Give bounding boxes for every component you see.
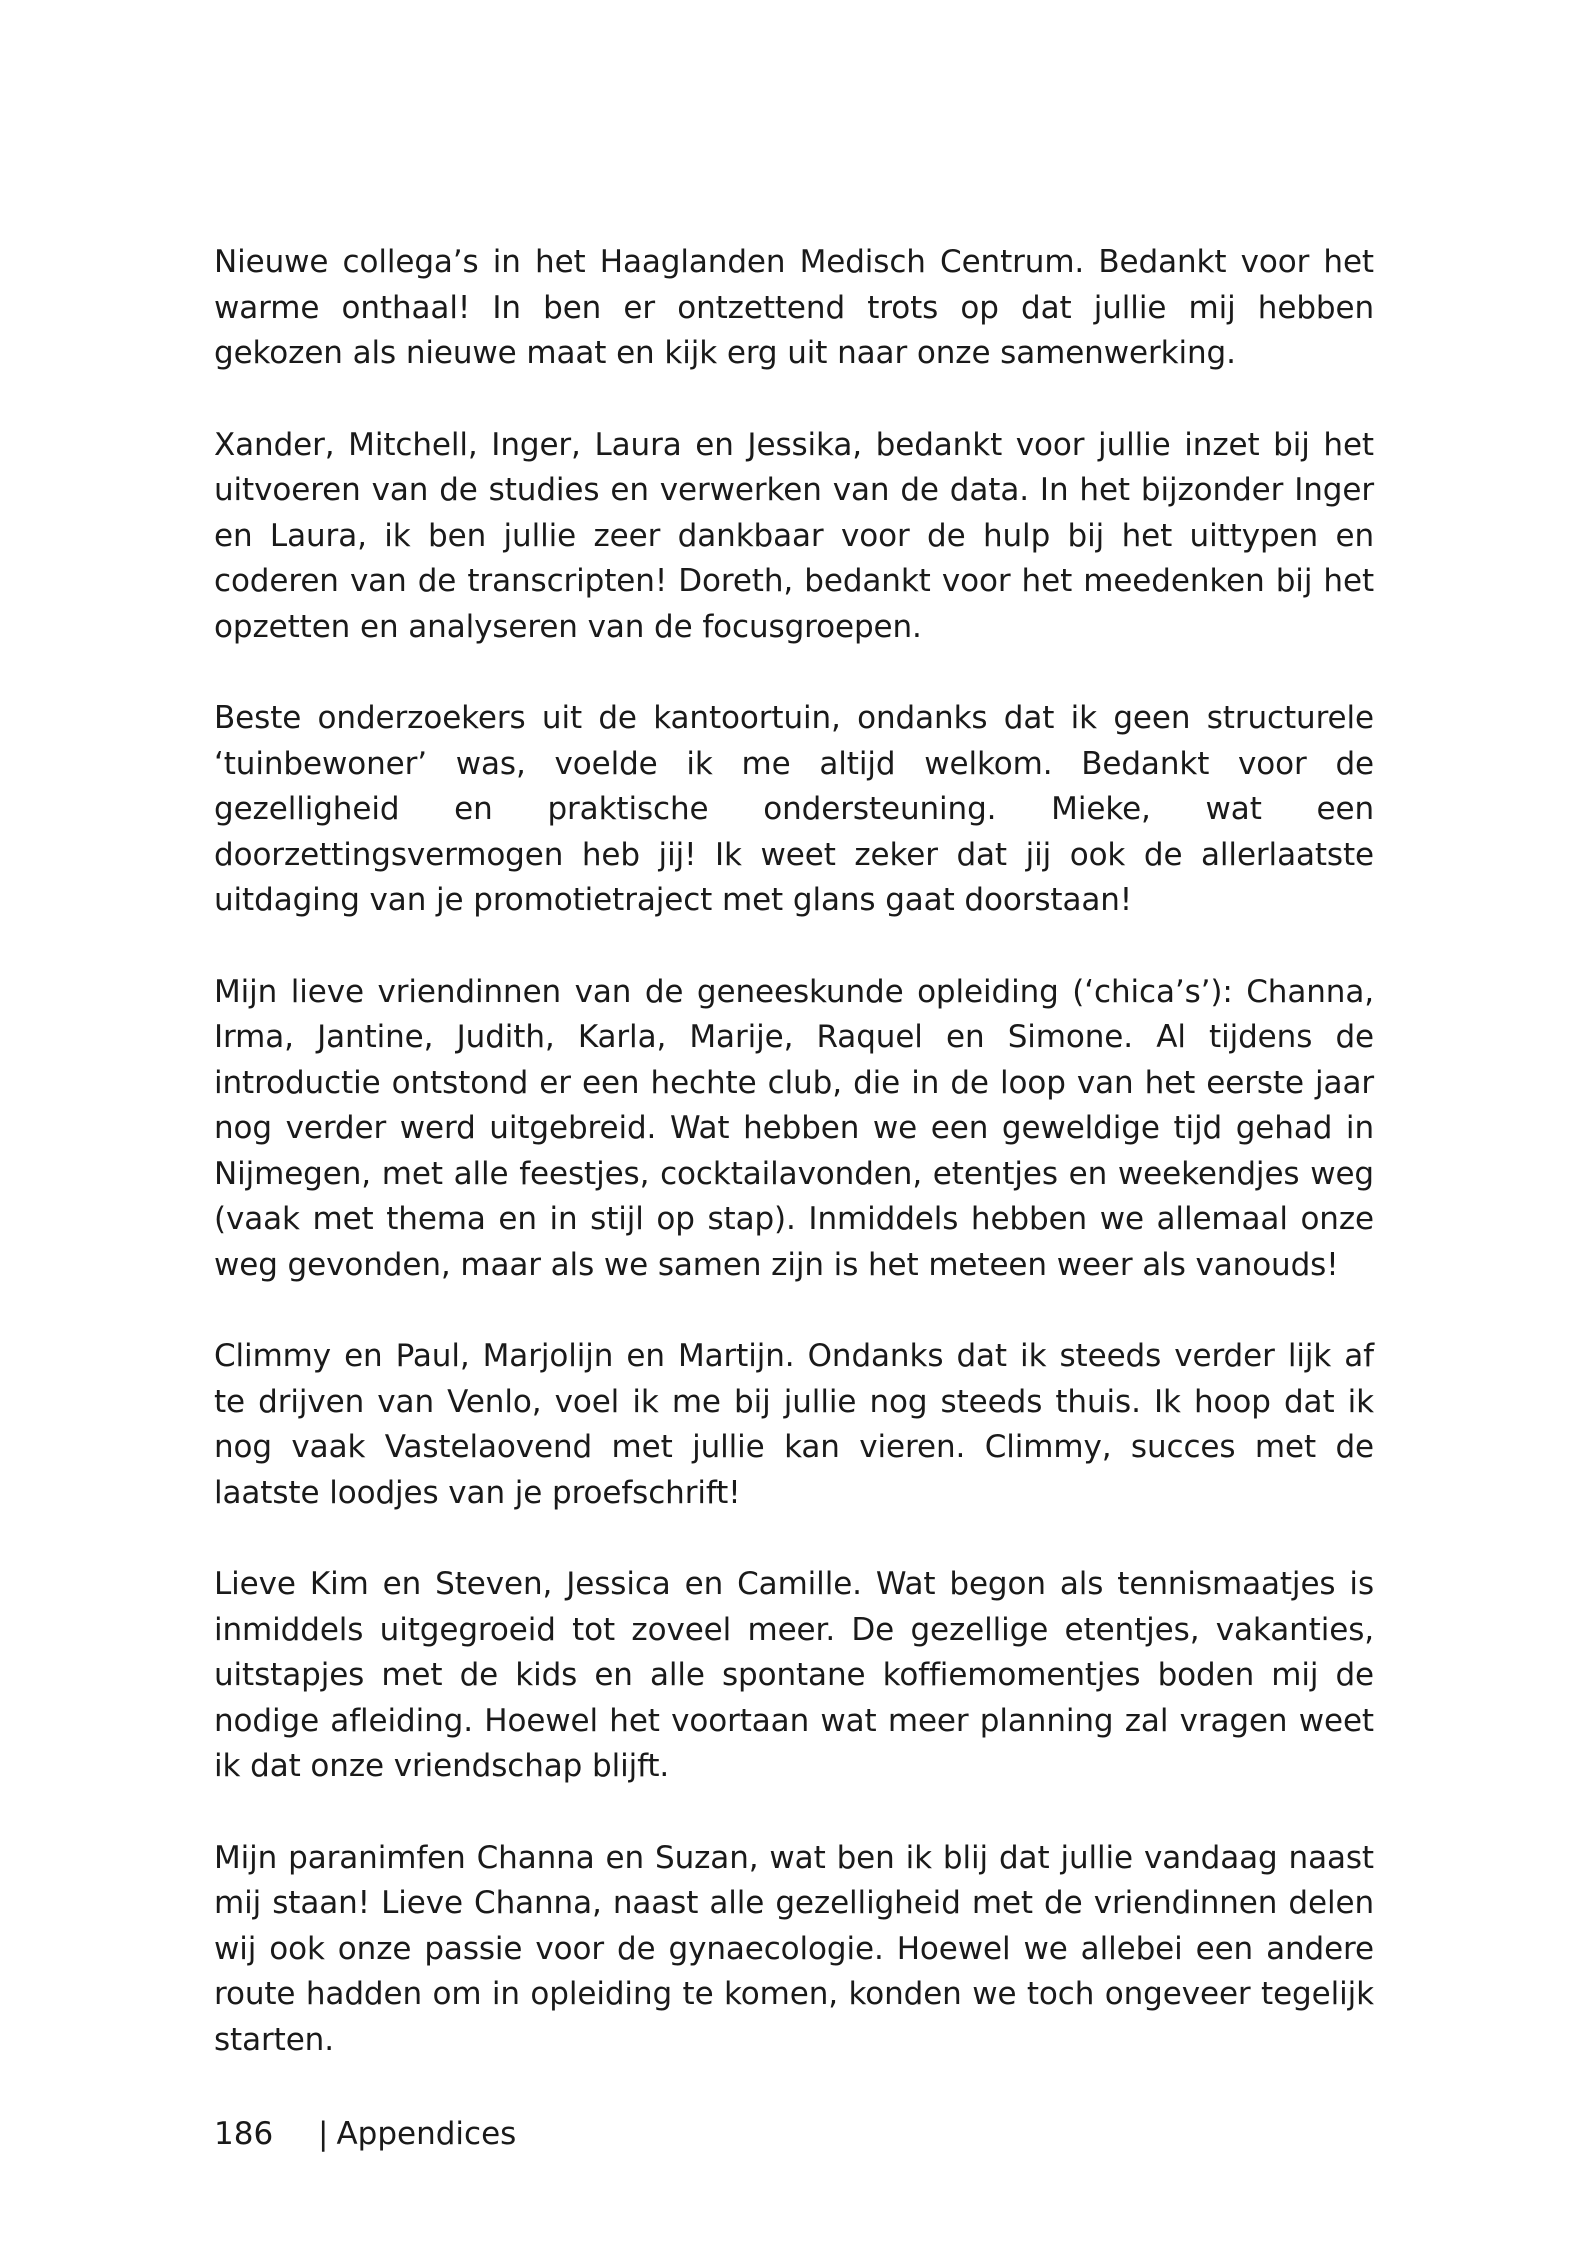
paragraph-hmc-colleagues: Nieuwe collega’s in het Haaglanden Medisch Centrum. Bedankt voor het warme onthaal! In ben er ontzettend trots op dat jullie mij hebben gekozen als nieuwe maat en kijk erg uit naar onze samenwerking.: [214, 244, 1374, 371]
paragraph-paranymphs: Mijn paranimfen Channa en Suzan, wat ben ik blij dat jullie vandaag naast mij staan! Lieve Channa, naast alle gezelligheid met de vriendinnen delen wij ook onze passie voor de gynaecologie. Hoewel we allebei een andere route hadden om in opleiding te komen, konden we toch ongeveer tegelijk starten.: [214, 1839, 1374, 2058]
paragraph-research-assistants: Xander, Mitchell, Inger, Laura en Jessika, bedankt voor jullie inzet bij het uitvoeren van de studies en verwerken van de data. In het bijzonder Inger en Laura, ik ben jullie zeer dankbaar voor de hulp bij het uittypen en coderen van de transcripten! Doreth, bedankt voor het meedenken bij het opzetten en analyseren van de focusgroepen.: [214, 426, 1374, 645]
body-text: [214, 240, 1374, 2109]
paragraph-kantoortuin: Beste onderzoekers uit de kantoortuin, ondanks dat ik geen structurele ‘tuinbewoner’ was, voelde ik me altijd welkom. Bedankt voor de gezelligheid en praktische ondersteuning. Mieke, wat een doorzettingsvermogen heb jij! Ik weet zeker dat jij ook de allerlaatste uitdaging van je promotietraject met glans gaat doorstaan!: [214, 700, 1374, 918]
paragraph-friends-medicine: Mijn lieve vriendinnen van de geneeskunde opleiding (‘chica’s’): Channa, Irma, Jantine, Judith, Karla, Marije, Raquel en Simone. Al tijdens de introductie ontstond er een hechte club, die in de loop van het eerste jaar nog verder werd uitgebreid. Wat hebben we een geweldige tijd gehad in Nijmegen, met alle feestjes, cocktailavonden, etentjes en weekendjes weg (vaak met thema en in stijl op stap). Inmiddels hebben we allemaal onze weg gevonden, maar als we samen zijn is het meteen weer als vanouds!: [214, 973, 1374, 1283]
paragraph-venlo-friends: Climmy en Paul, Marjolijn en Martijn. Ondanks dat ik steeds verder lijk af te drijven van Venlo, voel ik me bij jullie nog steeds thuis. Ik hoop dat ik nog vaak Vastelaovend met jullie kan vieren. Climmy, succes met de laatste loodjes van je proefschrift!: [214, 1338, 1374, 1511]
section-title: Appendices: [336, 2116, 517, 2152]
paragraph-tennis-friends: Lieve Kim en Steven, Jessica en Camille. Wat begon als tennismaatjes is inmiddels uitgegroeid tot zoveel meer. De gezellige etentjes, vakanties, uitstapjes met de kids en alle spontane koffiemomentjes boden mij de nodige afleiding. Hoewel het voortaan wat meer planning zal vragen weet ik dat onze vriendschap blijft.: [214, 1566, 1374, 1784]
page-footer: [214, 2114, 516, 2154]
footer-separator: |: [318, 2116, 329, 2152]
page-number: 186: [214, 2116, 274, 2152]
